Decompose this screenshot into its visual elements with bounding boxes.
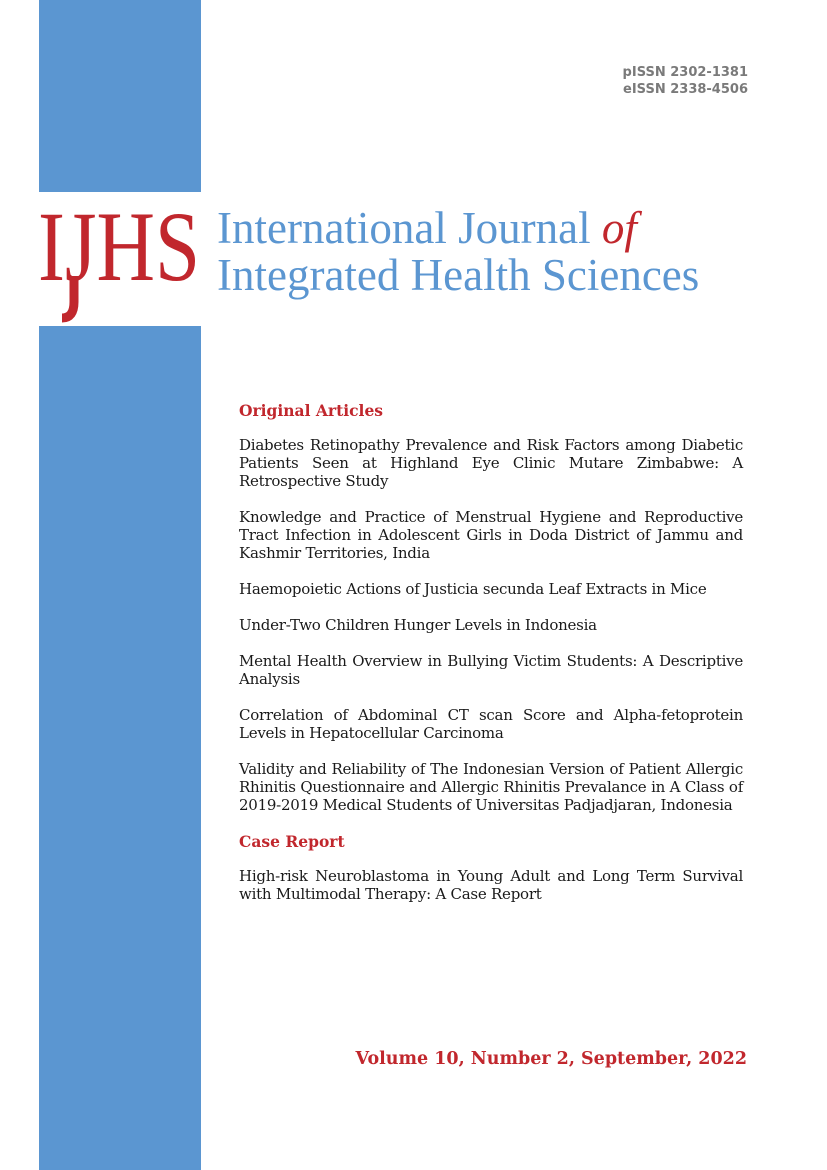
article-title[interactable]: Correlation of Abdominal CT scan Score and Alpha-fetoprotein Levels in Hepatocellular Carcinoma: [239, 706, 743, 742]
journal-title-line-1: [217, 205, 699, 252]
article-title[interactable]: Under-Two Children Hunger Levels in Indonesia: [239, 616, 597, 634]
journal-title-main: International Journal: [217, 203, 591, 253]
issn-block: [623, 64, 748, 98]
article-title[interactable]: Knowledge and Practice of Menstrual Hygiene and Reproductive Tract Infection in Adolescent Girls in Doda District of Jammu and Kashmir Territories, India: [239, 508, 743, 562]
cover-band-top: [39, 0, 201, 192]
table-of-contents: [239, 401, 743, 921]
journal-title-of: of: [601, 203, 637, 253]
section-heading-case-report: Case Report: [239, 832, 345, 851]
eissn: eISSN 2338-4506: [623, 82, 748, 97]
logo-text: IJHS: [38, 191, 200, 302]
cover-band-bottom: [39, 326, 201, 1170]
article-title[interactable]: Diabetes Retinopathy Prevalence and Risk Factors among Diabetic Patients Seen at Highland Eye Clinic Mutare Zimbabwe: A Retrospective Study: [239, 436, 743, 490]
article-title[interactable]: High-risk Neuroblastoma in Young Adult and Long Term Survival with Multimodal Therapy: A Case Report: [239, 867, 743, 903]
volume-issue: Volume 10, Number 2, September, 2022: [355, 1049, 747, 1069]
article-title[interactable]: Haemopoietic Actions of Justicia secunda Leaf Extracts in Mice: [239, 580, 707, 598]
pissn: pISSN 2302-1381: [622, 65, 748, 80]
ijhs-logo-icon: [38, 191, 202, 322]
article-title[interactable]: Validity and Reliability of The Indonesian Version of Patient Allergic Rhinitis Questionnaire and Allergic Rhinitis Prevalance in A Class of 2019-2019 Medical Students of Universitas Padjadjaran, Indonesia: [239, 760, 743, 814]
section-heading-original-articles: Original Articles: [239, 401, 384, 420]
article-title[interactable]: Mental Health Overview in Bullying Victim Students: A Descriptive Analysis: [239, 652, 743, 688]
journal-title: [217, 205, 699, 299]
journal-title-line-2: Integrated Health Sciences: [217, 250, 700, 300]
